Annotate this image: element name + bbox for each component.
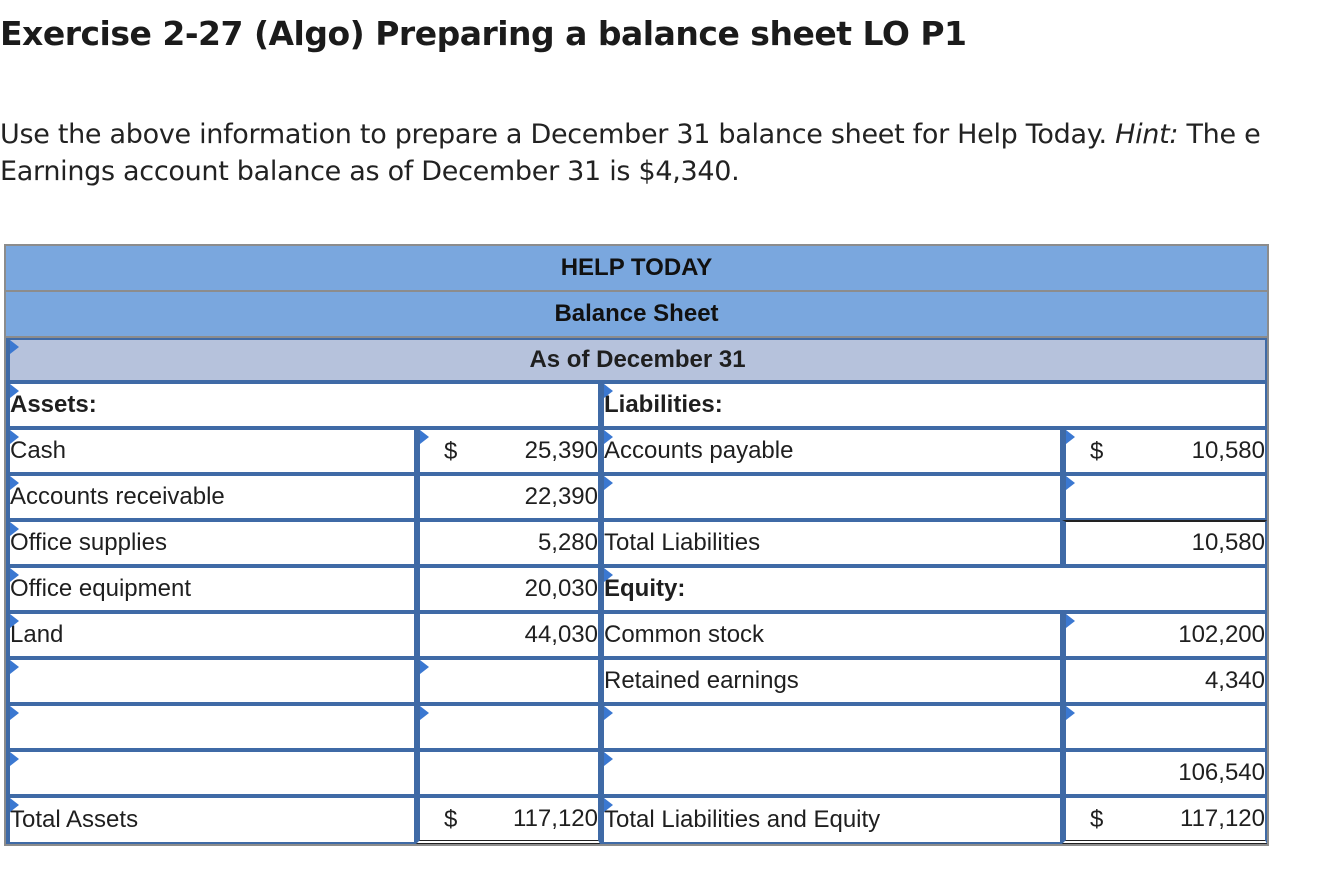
asset-label-input[interactable]: Office supplies <box>6 520 416 566</box>
total-liabilities-equity-value: 117,120 <box>1180 805 1265 832</box>
company-name: HELP TODAY <box>6 246 1267 292</box>
equity-label-input[interactable]: Retained earnings <box>600 658 1062 704</box>
total-assets-value: 117,120 <box>513 805 598 832</box>
asset-amount-input[interactable]: 44,030 <box>416 612 600 658</box>
asset-amount-input[interactable]: 5,280 <box>416 520 600 566</box>
currency-symbol: $ <box>1090 438 1104 465</box>
currency-symbol: $ <box>444 438 458 465</box>
total-equity-label-input[interactable] <box>600 750 1062 796</box>
equity-heading-input[interactable]: Equity: <box>600 566 1267 612</box>
liability-amount-input[interactable] <box>1062 428 1267 474</box>
equity-label-input[interactable] <box>600 704 1062 750</box>
total-liabilities-equity-label: Total Liabilities and Equity <box>600 796 1062 844</box>
instruction-hint: Hint: <box>1115 119 1179 150</box>
asset-label-input[interactable] <box>6 750 416 796</box>
liability-label-input[interactable] <box>600 474 1062 520</box>
currency-symbol: $ <box>1090 806 1104 833</box>
balance-sheet-table <box>4 244 1269 846</box>
instruction-text-line2: Earnings account balance as of December 31 is $4,340. <box>0 156 740 187</box>
total-assets-label: Total Assets <box>6 796 416 844</box>
instructions <box>0 116 1318 190</box>
total-equity-amount[interactable]: 106,540 <box>1062 750 1267 796</box>
liability-amount-input[interactable] <box>1062 474 1267 520</box>
equity-label-input[interactable]: Common stock <box>600 612 1062 658</box>
asset-label-input[interactable]: Accounts receivable <box>6 474 416 520</box>
total-assets-amount[interactable] <box>416 796 600 844</box>
asset-amount-input[interactable] <box>416 704 600 750</box>
instruction-text-cont: The e <box>1178 119 1261 150</box>
asset-amount-input[interactable]: 22,390 <box>416 474 600 520</box>
liabilities-heading-input[interactable]: Liabilities: <box>600 382 1267 428</box>
asset-amount-input[interactable] <box>416 428 600 474</box>
asset-amount-input[interactable] <box>416 658 600 704</box>
equity-amount-input[interactable]: 4,340 <box>1062 658 1267 704</box>
asset-label-input[interactable] <box>6 704 416 750</box>
asset-label-input[interactable]: Land <box>6 612 416 658</box>
equity-amount-input[interactable] <box>1062 704 1267 750</box>
asset-amount-input[interactable]: 20,030 <box>416 566 600 612</box>
total-liabilities-label: Total Liabilities <box>600 520 1062 566</box>
total-liabilities-amount[interactable]: 10,580 <box>1062 520 1267 566</box>
total-liabilities-equity-amount[interactable] <box>1062 796 1267 844</box>
statement-name: Balance Sheet <box>6 292 1267 338</box>
asset-amount-input[interactable] <box>416 750 600 796</box>
instruction-text: Use the above information to prepare a December 31 balance sheet for Help Today. <box>0 119 1116 150</box>
equity-amount-input[interactable]: 102,200 <box>1062 612 1267 658</box>
liability-amount-value: 10,580 <box>1191 437 1265 464</box>
asset-amount-value: 25,390 <box>524 437 598 464</box>
assets-heading-input[interactable]: Assets: <box>6 382 600 428</box>
currency-symbol: $ <box>444 806 458 833</box>
asset-label-input[interactable] <box>6 658 416 704</box>
statement-date-input[interactable]: As of December 31 <box>6 338 1267 382</box>
exercise-title: Exercise 2-27 (Algo) Preparing a balance sheet LO P1 <box>0 14 967 53</box>
asset-label-input[interactable]: Cash <box>6 428 416 474</box>
liability-label-input[interactable]: Accounts payable <box>600 428 1062 474</box>
asset-label-input[interactable]: Office equipment <box>6 566 416 612</box>
